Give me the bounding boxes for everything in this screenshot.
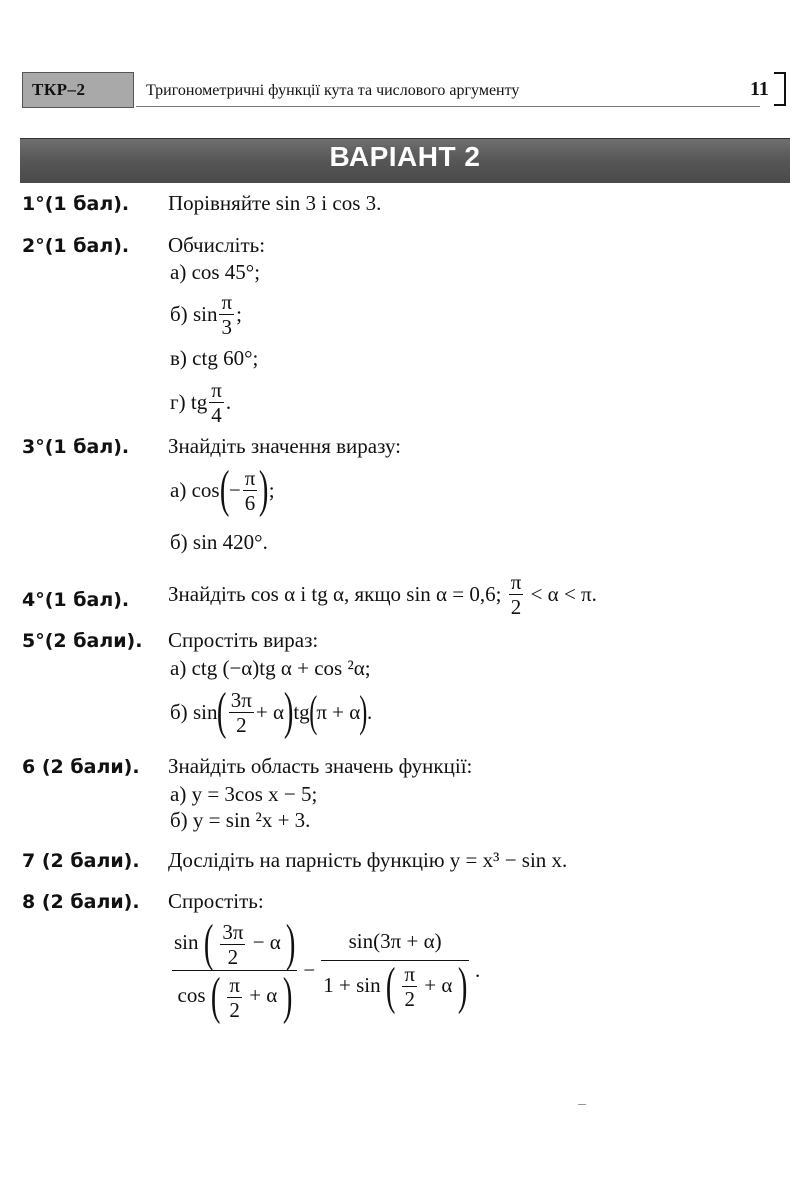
right-paren: ) bbox=[457, 957, 468, 1015]
item-suffix: . bbox=[225, 390, 232, 414]
item-prefix: а) bbox=[170, 477, 187, 502]
fraction-num: 3π bbox=[222, 919, 244, 944]
task-2-item-d bbox=[170, 378, 231, 427]
fn-name: sin bbox=[174, 929, 199, 954]
fraction-den: 6 bbox=[243, 490, 258, 515]
inner-tail: + α bbox=[249, 982, 278, 1007]
header-tag: ТКР–2 bbox=[32, 80, 86, 99]
header-title: Тригонометричні функції кута та числового аргументу bbox=[146, 82, 520, 99]
task-1-text: Порівняйте sin 3 і cos 3. bbox=[168, 191, 382, 215]
item-suffix: ; bbox=[236, 302, 242, 326]
fn-arg: π + α bbox=[316, 699, 361, 724]
task-8-expression bbox=[170, 915, 481, 1025]
fraction-num: π bbox=[229, 972, 240, 997]
fraction bbox=[209, 378, 224, 427]
fraction-num: 3π bbox=[230, 687, 252, 712]
task-3-item-a bbox=[170, 461, 275, 518]
left-paren: ( bbox=[210, 968, 221, 1025]
big-fraction-2-num bbox=[321, 929, 469, 960]
fraction-num: π bbox=[244, 465, 256, 490]
right-paren: ) bbox=[282, 968, 292, 1025]
left-paren: ( bbox=[219, 461, 230, 518]
item-prefix: б) bbox=[170, 302, 188, 326]
inner-tail: − α bbox=[252, 929, 281, 954]
task-6-item-b: б) y = sin ²x + 3. bbox=[170, 808, 311, 832]
page-number: 11 bbox=[750, 78, 769, 100]
scan-mark bbox=[578, 1104, 586, 1105]
variant-title: ВАРІАНТ 2 bbox=[329, 141, 481, 172]
left-paren: ( bbox=[385, 957, 396, 1015]
inner-tail: + α bbox=[255, 699, 284, 724]
big-fraction-1-num bbox=[172, 915, 297, 972]
fraction bbox=[219, 290, 234, 339]
fraction-den: 3 bbox=[219, 314, 234, 339]
right-paren: ) bbox=[285, 915, 296, 972]
fraction bbox=[509, 570, 524, 619]
task-3-item-b: б) sin 420°. bbox=[170, 530, 268, 554]
big-fraction-2 bbox=[321, 929, 469, 1013]
inner-tail: + α bbox=[424, 972, 453, 997]
big-fraction-1-den bbox=[172, 970, 297, 1023]
fn-name: cos bbox=[191, 477, 220, 502]
fraction-den: 2 bbox=[402, 986, 417, 1011]
item-prefix: б) bbox=[170, 699, 188, 724]
fn-name: tg bbox=[293, 699, 310, 724]
fraction-num: π bbox=[211, 378, 222, 402]
den-lead: 1 + sin bbox=[323, 972, 381, 997]
fraction-den: 2 bbox=[229, 712, 254, 737]
left-paren: ( bbox=[203, 915, 214, 972]
item-suffix: ; bbox=[268, 477, 275, 502]
fraction-den: 2 bbox=[509, 594, 524, 619]
fraction-num: π bbox=[221, 290, 233, 314]
task-8-label: 8 (2 бали). bbox=[22, 891, 140, 913]
fraction-num: π bbox=[510, 570, 522, 594]
page-bracket bbox=[774, 72, 786, 106]
task-6-text: Знайдіть область значень функції: bbox=[168, 754, 473, 778]
fraction-num-text: sin(3π + α) bbox=[348, 928, 442, 953]
big-fraction-1 bbox=[172, 915, 297, 1025]
task-4-label: 4°(1 бал). bbox=[22, 589, 130, 611]
fraction-den: 2 bbox=[220, 944, 245, 969]
fraction-den: 4 bbox=[209, 402, 224, 427]
task-5-item-b bbox=[170, 683, 373, 740]
fraction bbox=[229, 688, 254, 737]
right-paren: ) bbox=[359, 687, 368, 736]
minus-operator: − bbox=[303, 958, 316, 982]
item-prefix: г) bbox=[170, 390, 186, 414]
left-paren: ( bbox=[308, 687, 318, 736]
fraction-den: 2 bbox=[227, 997, 242, 1022]
task-4-main: Знайдіть cos α і tg α, якщо sin α = 0,6; bbox=[168, 582, 502, 606]
task-6-label: 6 (2 бали). bbox=[22, 756, 140, 778]
fn-name: sin bbox=[192, 302, 218, 326]
task-7-text: Дослідіть на парність функцію y = x³ − sin x. bbox=[168, 848, 568, 872]
end-period: . bbox=[474, 958, 481, 982]
fn-name: sin bbox=[192, 699, 218, 724]
task-8-text: Спростіть: bbox=[168, 889, 264, 913]
right-paren: ) bbox=[259, 461, 269, 518]
left-paren: ( bbox=[217, 683, 227, 740]
task-2-item-a: а) cos 45°; bbox=[170, 260, 261, 284]
task-3-text: Знайдіть значення виразу: bbox=[168, 434, 402, 458]
task-2-item-b bbox=[170, 290, 242, 339]
task-5-item-a: а) ctg (−α)tg α + cos ²α; bbox=[170, 656, 371, 680]
task-5-label: 5°(2 бали). bbox=[22, 630, 143, 652]
fraction bbox=[402, 962, 417, 1011]
big-fraction-2-den bbox=[321, 957, 469, 1015]
fraction bbox=[227, 973, 242, 1022]
right-paren: ) bbox=[283, 683, 294, 740]
task-6-item-a: а) y = 3cos x − 5; bbox=[170, 782, 318, 806]
task-2-label: 2°(1 бал). bbox=[22, 235, 130, 257]
fraction bbox=[243, 466, 258, 515]
task-2-text: Обчисліть: bbox=[168, 233, 266, 257]
task-3-label: 3°(1 бал). bbox=[22, 436, 130, 458]
fraction bbox=[220, 920, 245, 969]
task-7-label: 7 (2 бали). bbox=[22, 850, 140, 872]
task-4-tail: < α < π. bbox=[530, 582, 597, 606]
minus-sign: − bbox=[228, 477, 241, 502]
task-1-label: 1°(1 бал). bbox=[22, 193, 130, 215]
fn-name: tg bbox=[190, 390, 208, 414]
fn-name: cos bbox=[177, 982, 206, 1007]
task-2-item-c: в) ctg 60°; bbox=[170, 346, 259, 370]
task-4-text bbox=[168, 570, 597, 619]
header-rule bbox=[136, 106, 760, 107]
fraction-num: π bbox=[404, 962, 416, 986]
task-5-text: Спростіть вираз: bbox=[168, 628, 319, 652]
item-suffix: . bbox=[366, 699, 373, 724]
